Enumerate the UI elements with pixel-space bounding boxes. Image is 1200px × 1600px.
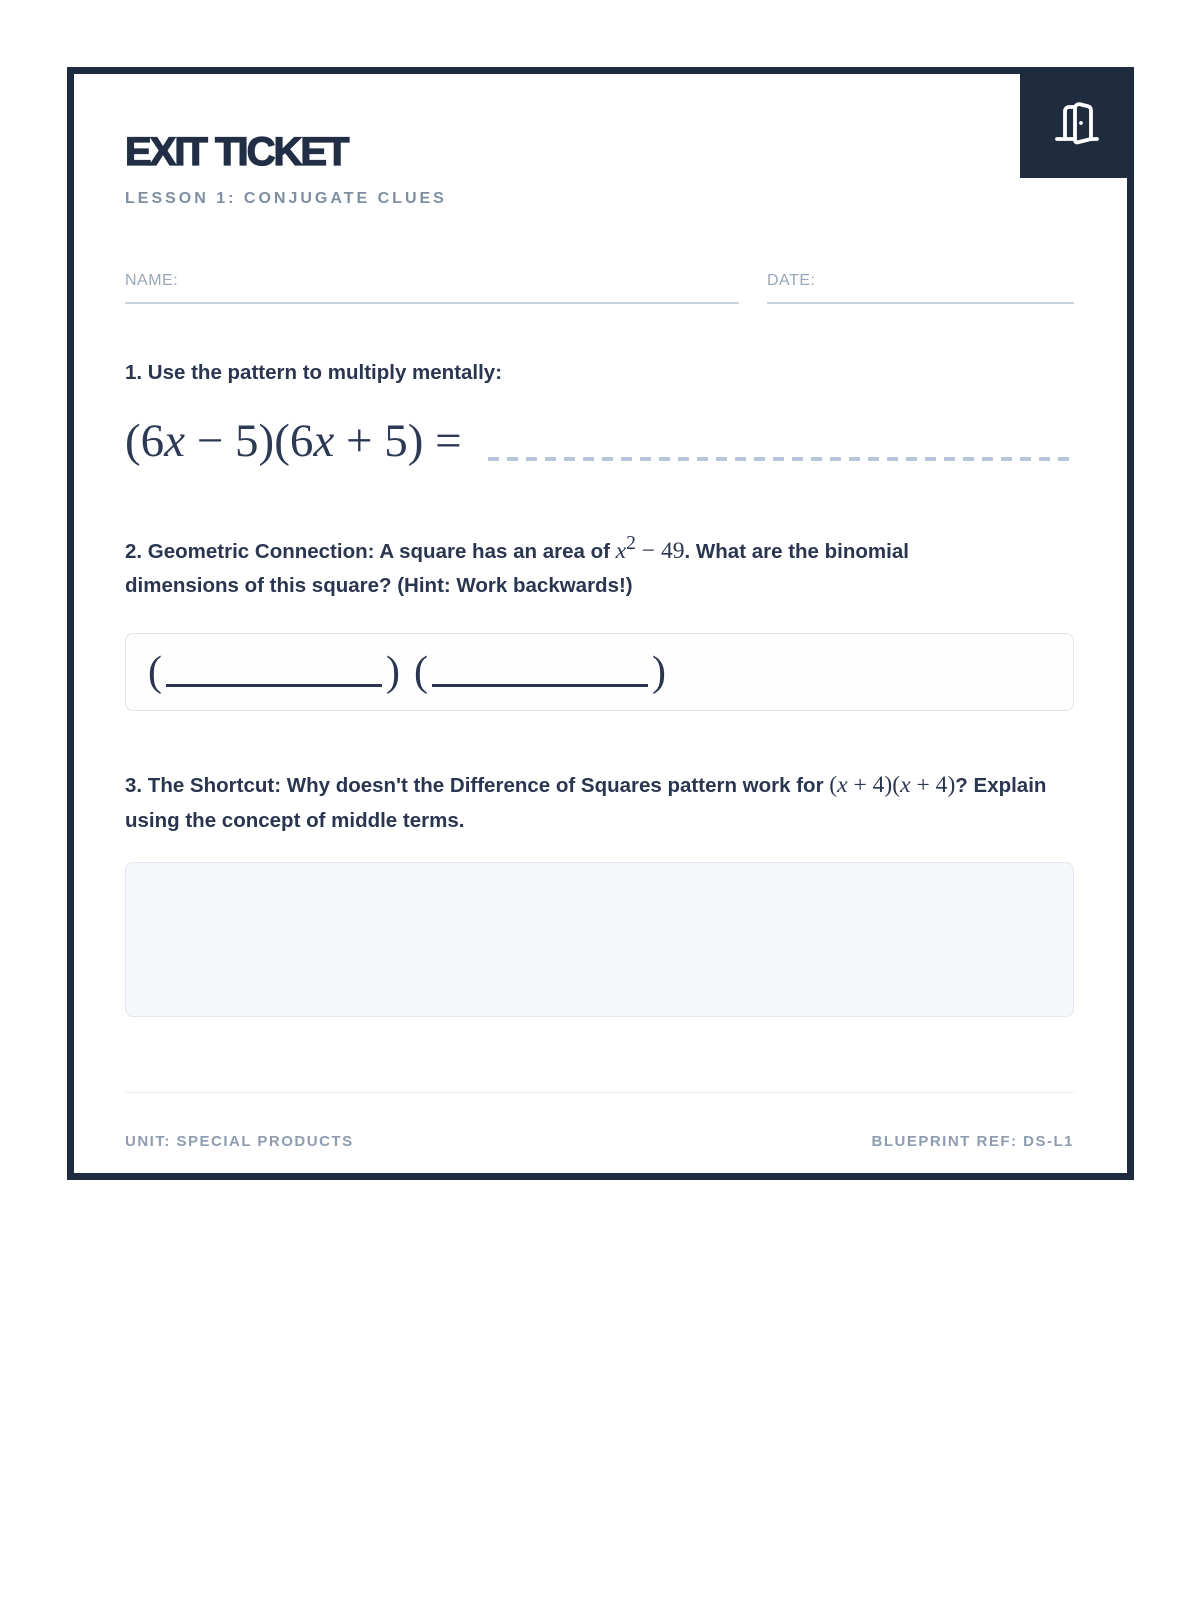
math-text: − 5)(6 [185, 414, 314, 467]
math-text: ( [829, 772, 838, 799]
question-1-prompt: 1. Use the pattern to multiply mentally: [125, 361, 503, 384]
question-3-prompt [125, 767, 1074, 838]
name-label: NAME: [125, 272, 179, 289]
binomial-blank-1[interactable] [166, 682, 382, 687]
math-var-x: x [164, 414, 186, 467]
name-field[interactable] [125, 273, 739, 304]
question-2-answer-box[interactable] [125, 633, 1074, 711]
date-label: DATE: [767, 272, 816, 289]
paren-close: ) [386, 649, 400, 696]
lesson-subtitle: LESSON 1: CONJUGATE CLUES [125, 190, 447, 207]
math-var-x: x [900, 772, 911, 799]
math-text: + 5) = [334, 414, 462, 467]
math-text: + 4) [910, 772, 956, 799]
binomial-blank-2[interactable] [432, 682, 648, 687]
exit-ticket-sheet [67, 67, 1134, 1180]
question-1-formula-row [125, 414, 1074, 468]
date-input-line[interactable] [767, 302, 1074, 304]
question-2-math [615, 531, 685, 564]
paren-open: ( [414, 649, 428, 696]
page-title: EXIT TICKET [125, 130, 348, 174]
prompt-text: . What are the binomial dimensions of this square? (Hint: Work backwards!) [125, 539, 909, 598]
math-var-x: x [615, 537, 627, 564]
name-input-line[interactable] [125, 302, 739, 304]
prompt-text: 3. The Shortcut: Why doesn't the Difference of Squares pattern work for [125, 774, 830, 798]
footer-unit: UNIT: SPECIAL PRODUCTS [125, 1132, 354, 1150]
footer [125, 1134, 1074, 1149]
prompt-text: ? Explain using the concept of middle terms. [125, 774, 1047, 832]
math-text: (6 [125, 414, 165, 467]
math-var-x: x [837, 772, 848, 799]
math-text: + 4)( [847, 772, 901, 799]
sheet-content [74, 74, 1127, 1173]
question-1-answer-blank[interactable] [488, 457, 1074, 461]
prompt-text: 2. Geometric Connection: A square has an area of [125, 539, 616, 563]
math-var-x: x [313, 414, 335, 467]
question-2-prompt [125, 528, 1025, 603]
question-3-answer-box[interactable] [125, 862, 1074, 1017]
date-field[interactable] [767, 273, 1074, 304]
footer-divider [125, 1092, 1074, 1093]
question-1-math [125, 414, 462, 468]
math-exponent: 2 [626, 531, 636, 554]
paren-close: ) [652, 649, 666, 696]
name-date-row [125, 273, 1074, 304]
paren-open: ( [148, 649, 162, 696]
footer-blueprint-ref: BLUEPRINT REF: DS-L1 [871, 1132, 1074, 1150]
math-text: − 49 [635, 537, 685, 564]
binomial-answer-template [148, 649, 666, 696]
question-3-math [829, 772, 955, 798]
